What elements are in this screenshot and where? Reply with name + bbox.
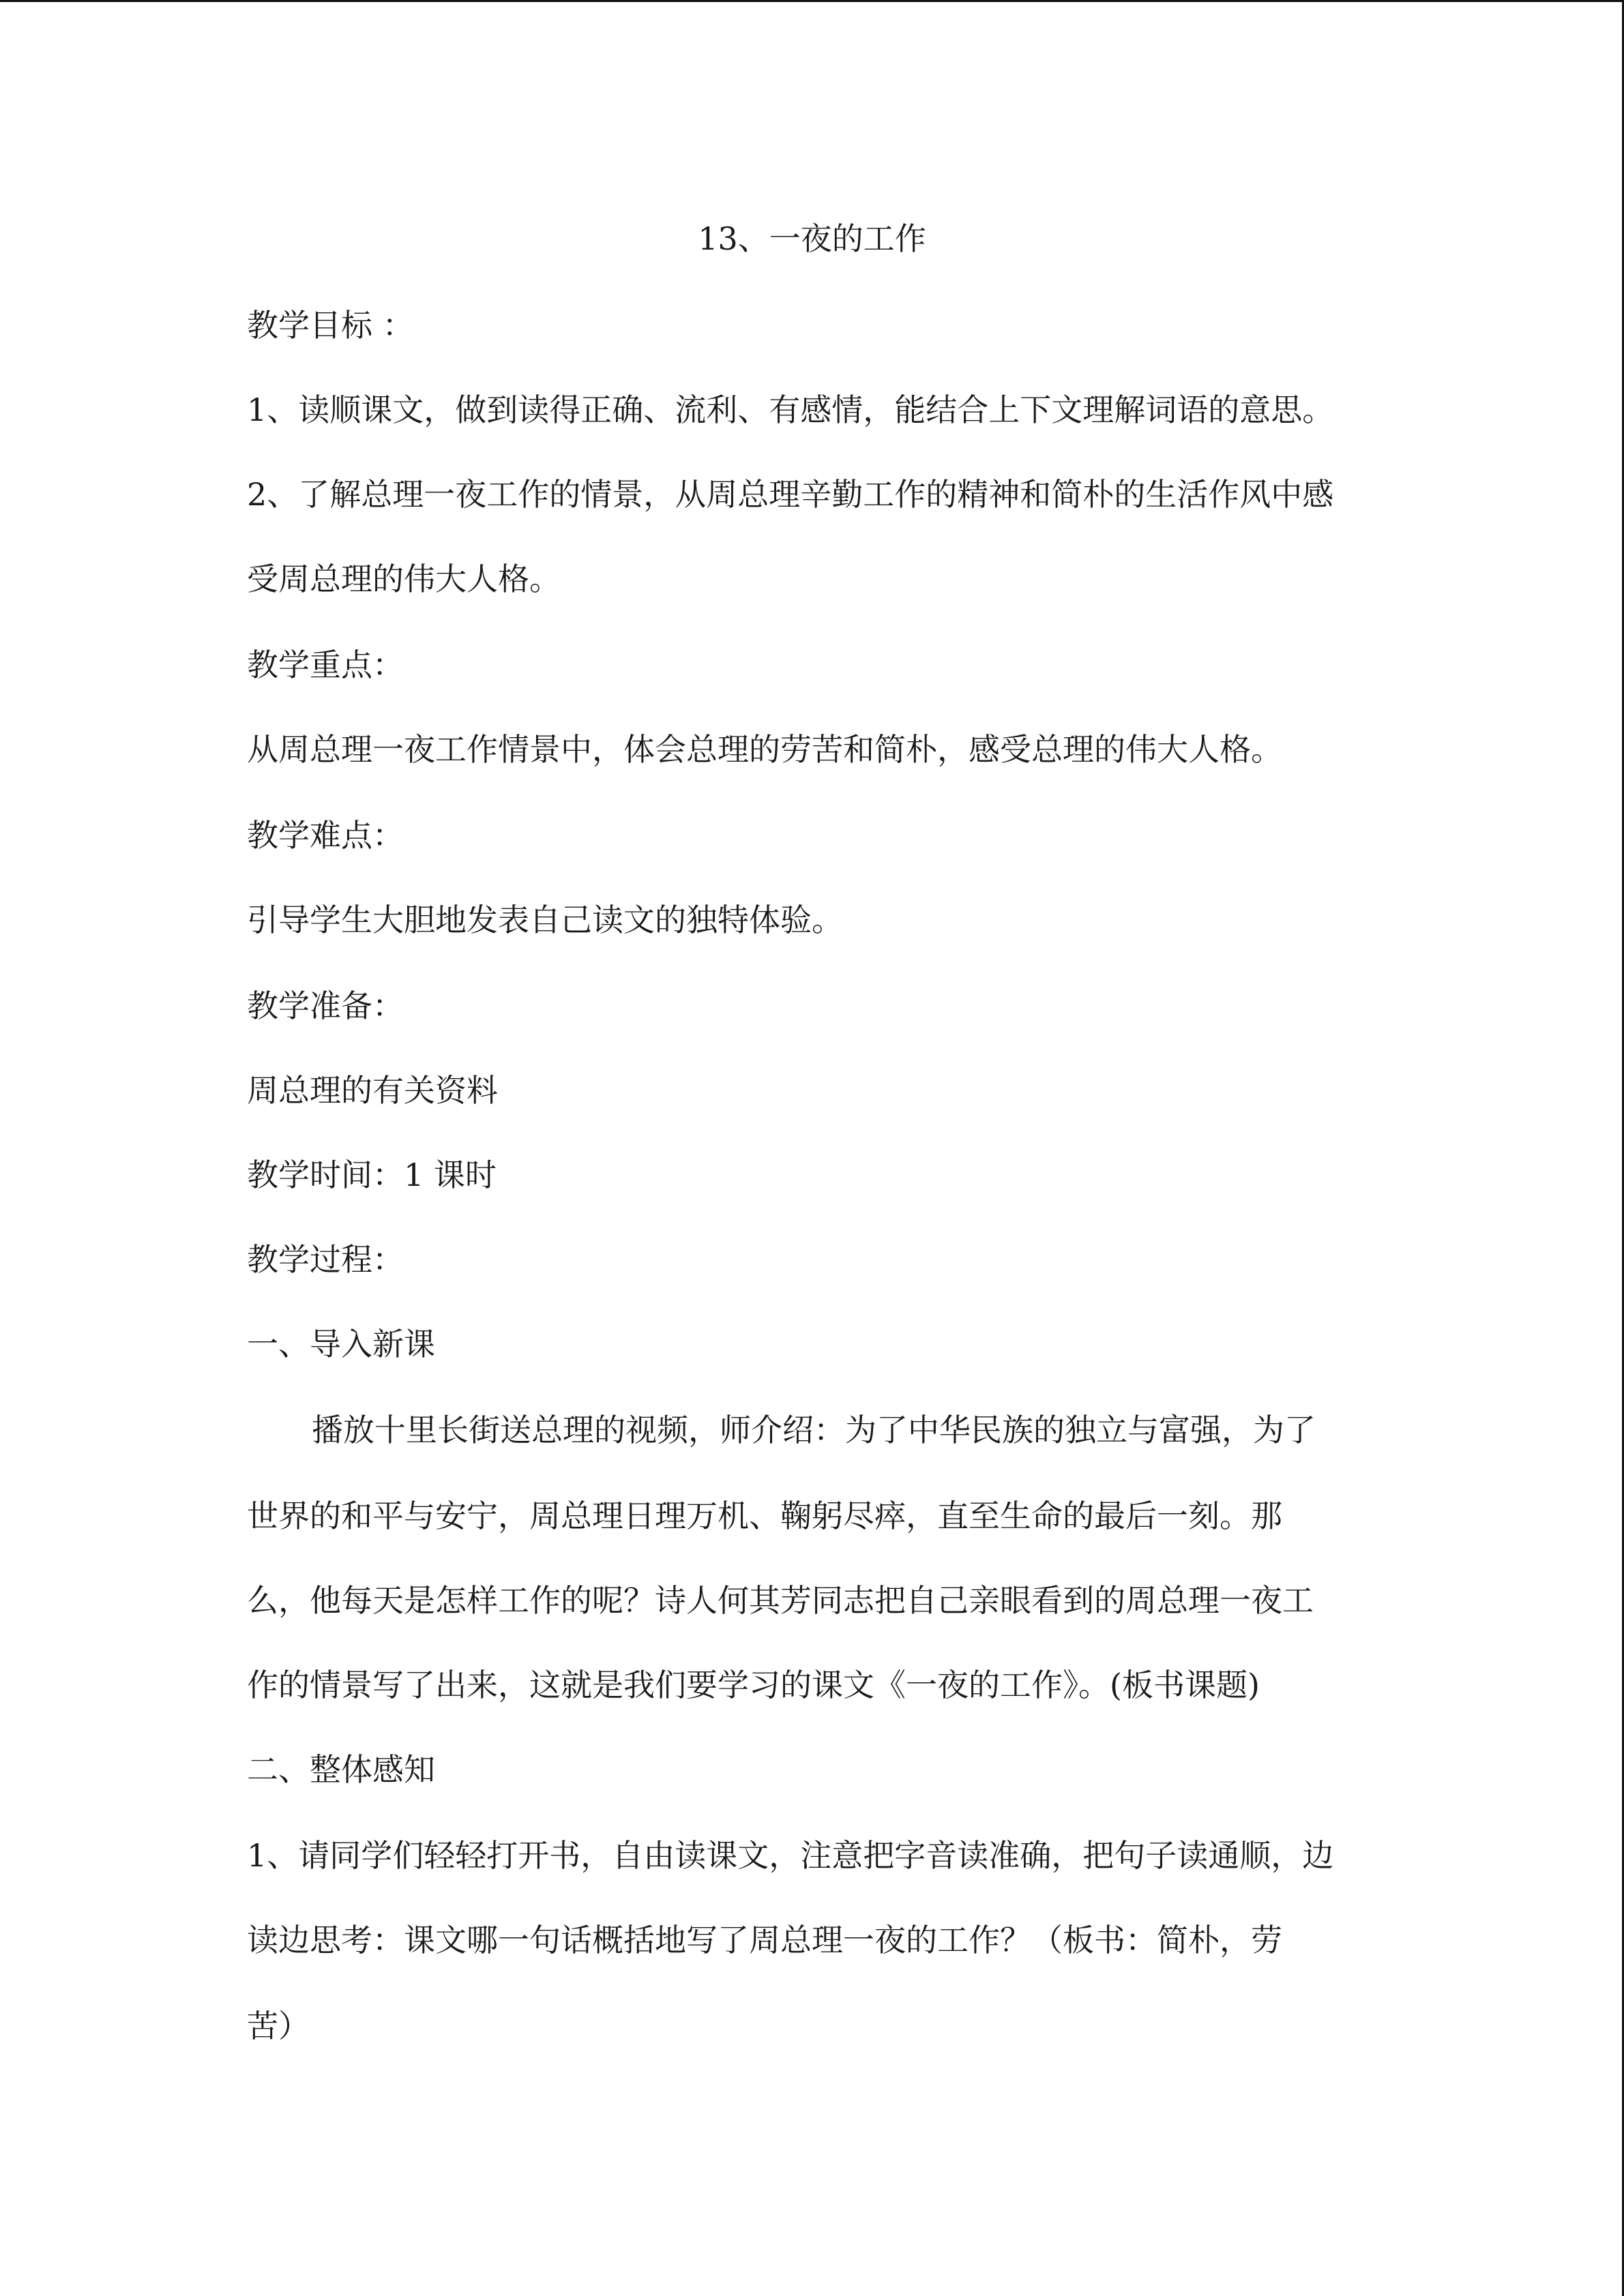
teaching-time: 教学时间：1 课时: [247, 1157, 497, 1193]
key-points-text: 从周总理一夜工作情景中，体会总理的劳苦和简朴，感受总理的伟大人格。: [247, 731, 1282, 768]
section-1-heading: 一、导入新课: [247, 1326, 435, 1362]
heading-teaching-objectives: 教学目标 ：: [247, 307, 414, 344]
document-title: 13、一夜的工作: [698, 220, 926, 257]
heading-difficulties: 教学难点：: [247, 817, 404, 854]
section-2-heading: 二、整体感知: [247, 1751, 435, 1788]
difficulties-text: 引导学生大胆地发表自己读文的独特体验。: [247, 901, 843, 938]
intro-paragraph-line-4: 作的情景写了出来，这就是我们要学习的课文《一夜的工作》。(板书课题): [247, 1667, 1260, 1703]
intro-paragraph-line-3: 么，他每天是怎样工作的呢？诗人何其芳同志把自己亲眼看到的周总理一夜工: [247, 1582, 1314, 1619]
task-1-line-3: 苦）: [247, 2008, 310, 2044]
task-1-line-2: 读边思考：课文哪一句话概括地写了周总理一夜的工作？（板书：简朴，劳: [247, 1922, 1282, 1958]
page-top-border: [0, 0, 1624, 2]
heading-key-points: 教学重点：: [247, 646, 404, 683]
heading-process: 教学过程：: [247, 1241, 404, 1278]
intro-paragraph-line-1: 播放十里长街送总理的视频，师介绍：为了中华民族的独立与富强，为了: [312, 1412, 1316, 1448]
objective-2-line-2: 受周总理的伟大人格。: [247, 561, 561, 597]
preparation-text: 周总理的有关资料: [247, 1072, 498, 1109]
objective-2-line-1: 2、了解总理一夜工作的情景，从周总理辛勤工作的精神和简朴的生活作风中感: [247, 476, 1334, 513]
intro-paragraph-line-2: 世界的和平与安宁，周总理日理万机、鞠躬尽瘁，直至生命的最后一刻。那: [247, 1497, 1282, 1534]
heading-preparation: 教学准备：: [247, 987, 404, 1024]
task-1-line-1: 1、请同学们轻轻打开书，自由读课文，注意把字音读准确，把句子读通顺，边: [247, 1837, 1334, 1874]
objective-1: 1、读顺课文，做到读得正确、流利、有感情，能结合上下文理解词语的意思。: [247, 391, 1334, 428]
